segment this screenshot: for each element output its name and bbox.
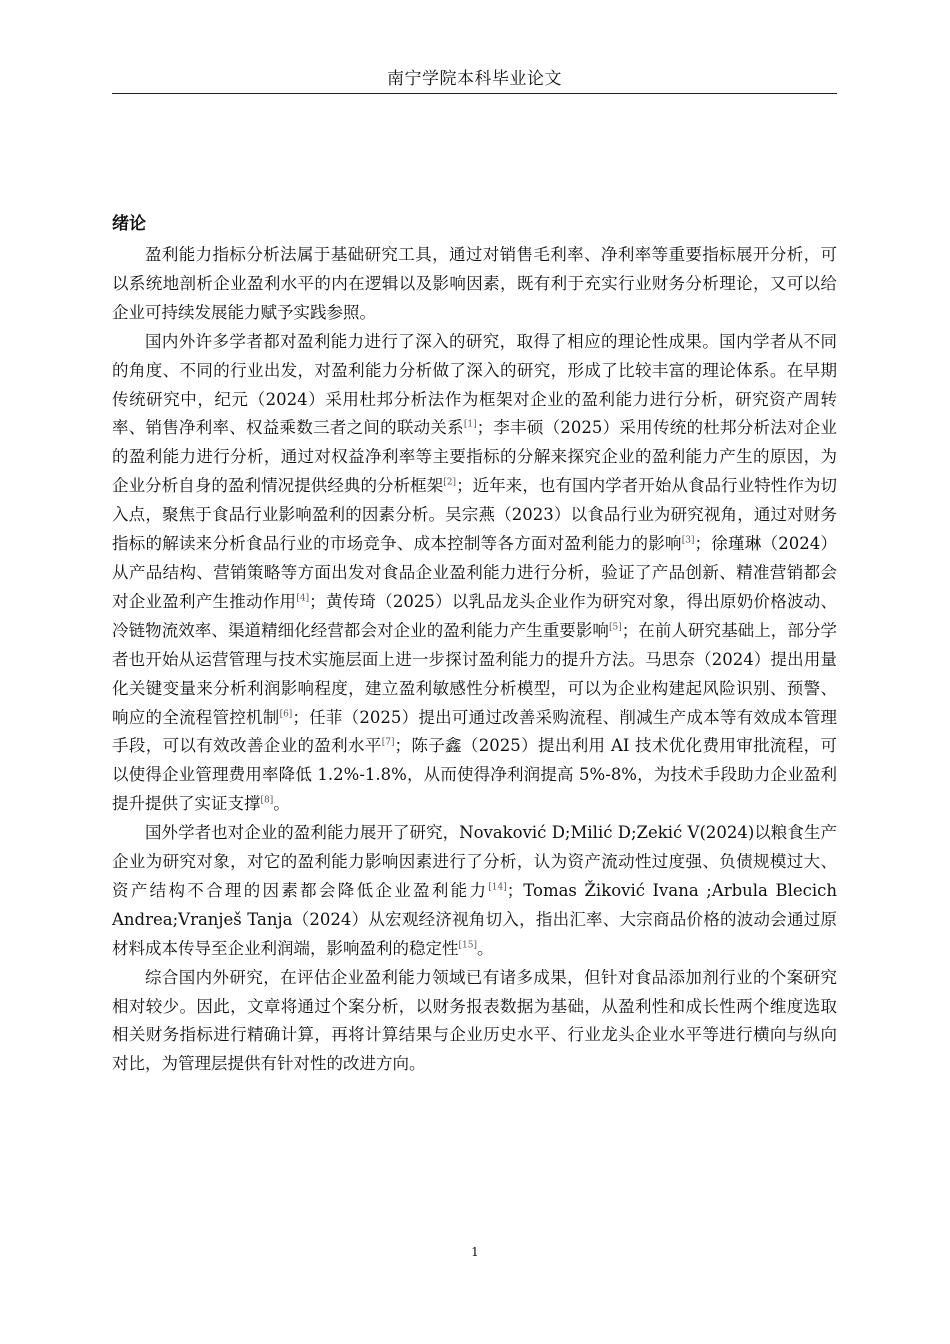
paragraph-text: 。 xyxy=(476,938,494,958)
body-paragraph xyxy=(112,241,837,328)
paragraph-text: ；黄传琦（2025）以乳品龙头企业作为研究对象，得出原奶价格波动、冷链物流效率、渠道精细化经营都会对企业的盈利能力产生重要影响 xyxy=(112,591,838,640)
paragraph-text: 盈利能力指标分析法属于基础研究工具，通过对销售毛利率、净利率等重要指标展开分析，可以系统地剖析企业盈利水平的内在逻辑以及影响因素，既有利于充实行业财务分析理论，又可以给企业可持续发展能力赋予实践参照。 xyxy=(112,245,837,322)
citation-marker: [1] xyxy=(463,419,477,430)
paragraph-text: 国外学者也对企业的盈利能力展开了研究，Novaković D;Milić D;Zekić V(2024)以粮食生产企业为研究对象，对它的盈利能力影响因素进行了分析，认为资产流动性过度强、负债规模过大、资产结构不合理的因素都会降低企业盈利能力 xyxy=(112,823,837,900)
paragraph-text: 综合国内外研究，在评估企业盈利能力领域已有诸多成果，但针对食品添加剂行业的个案研究相对较少。因此，文章将通过个案分析，以财务报表数据为基础，从盈利性和成长性两个维度选取相关财务指标进行精确计算，再将计算结果与企业历史水平、行业龙头企业水平等进行横向与纵向对比，为管理层提供有针对性的改进方向。 xyxy=(112,967,837,1074)
paragraph-text: 。 xyxy=(273,794,290,814)
paragraph-text: ；近年来，也有国内学者开始从食品行业特性作为切入点，聚焦于食品行业影响盈利的因素分析。吴宗燕（2023）以食品行业为研究视角，通过对财务指标的解读来分析食品行业的市场竞争、成本控制等各方面对盈利能力的影响 xyxy=(112,476,838,554)
section-title: 绪论 xyxy=(112,214,146,234)
header-divider xyxy=(112,93,837,94)
body-paragraph xyxy=(112,964,837,1080)
citation-marker: [2] xyxy=(443,477,457,488)
citation-marker: [3] xyxy=(681,535,695,546)
running-header: 南宁学院本科毕业论文 xyxy=(387,69,562,89)
paragraph-text: ；Tomas Žiković Ivana ;Arbula Blecich Andrea;Vranješ Tanja（2024）从宏观经济视角切入，指出汇率、大宗商品价格的波动会通过原材料成本传导至企业利润端，影响盈利的稳定性 xyxy=(112,880,837,958)
paragraph-text: ；任菲（2025）提出可通过改善采购流程、削减生产成本等有效成本管理手段，可以有效改善企业的盈利水平 xyxy=(112,707,837,756)
citation-marker: [4] xyxy=(296,593,310,604)
paragraph-text: ；徐瑾琳（2024）从产品结构、营销策略等方面出发对食品企业盈利能力进行分析，验证了产品创新、精准营销都会对企业盈利产生推动作用 xyxy=(112,534,837,611)
citation-marker: [8] xyxy=(260,795,274,806)
paragraph-text: 国内外许多学者都对盈利能力进行了深入的研究，取得了相应的理论性成果。国内学者从不同的角度、不同的行业出发，对盈利能力分析做了深入的研究，形成了比较丰富的理论体系。在早期传统研究中，纪元（2024）采用杜邦分析法作为框架对企业的盈利能力进行分析，研究资产周转率、销售净利率、权益乘数三者之间的联动关系 xyxy=(112,331,837,438)
citation-marker: [15] xyxy=(458,940,477,951)
paragraph-list xyxy=(112,241,837,1079)
paragraph-text: ；李丰硕（2025）采用传统的杜邦分析法对企业的盈利能力进行分析，通过对权益净利率等主要指标的分解来探究企业的盈利能力产生的原因，为企业分析自身的盈利情况提供经典的分析框架 xyxy=(112,418,838,496)
citation-marker: [5] xyxy=(608,622,622,633)
citation-marker: [14] xyxy=(488,882,507,893)
body-paragraph xyxy=(112,328,837,819)
paragraph-text: ；在前人研究基础上，部分学者也开始从运营管理与技术实施层面上进一步探讨盈利能力的提升方法。马思奈（2024）提出用量化关键变量来分析利润影响程度，建立盈利敏感性分析模型，可以为企业构建起风险识别、预警、响应的全流程管控机制 xyxy=(112,620,838,727)
body-paragraph xyxy=(112,819,837,964)
page-number: 1 xyxy=(471,1245,479,1259)
body-content xyxy=(112,209,837,1079)
paragraph-text: ；陈子鑫（2025）提出利用 AI 技术优化费用审批流程，可以使得企业管理费用率降低 1.2%-1.8%，从而使得净利润提高 5%-8%，为技术手段助力企业盈利提升提供了实证支撑 xyxy=(112,736,837,814)
citation-marker: [6] xyxy=(279,709,293,719)
citation-marker: [7] xyxy=(381,737,395,748)
